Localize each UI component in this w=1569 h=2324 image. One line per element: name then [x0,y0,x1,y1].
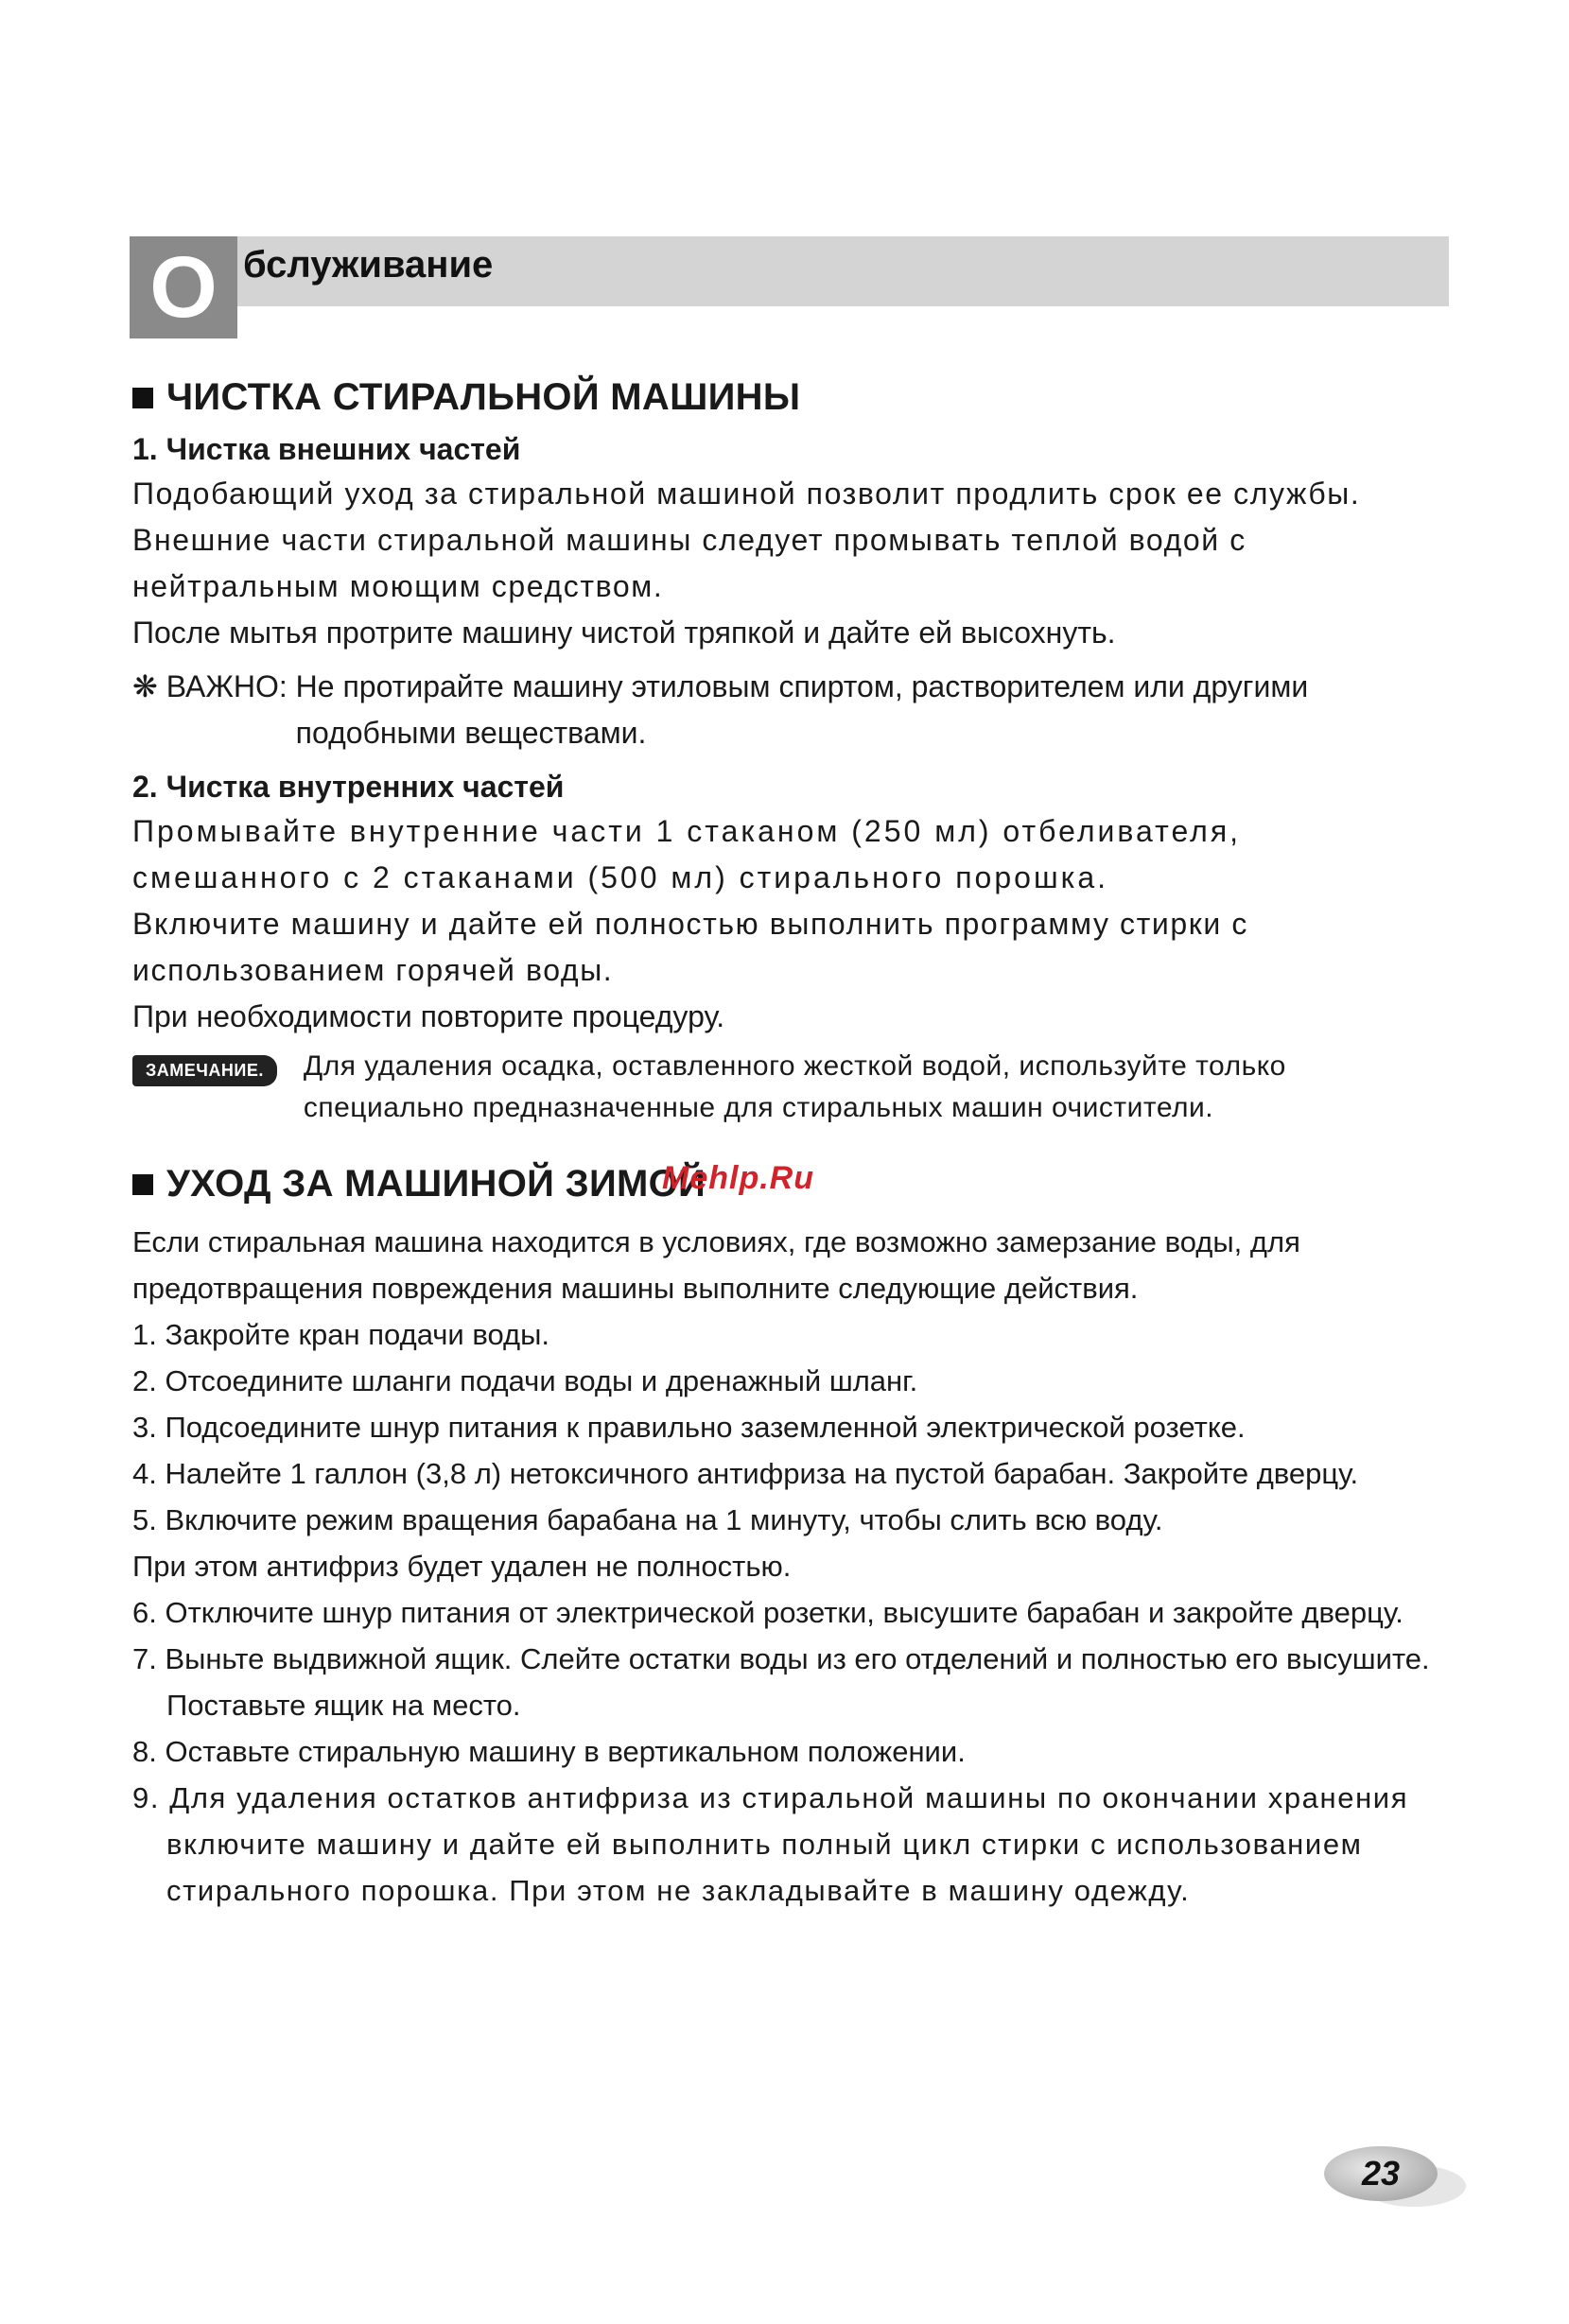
paragraph-interior-3: При необходимости повторите процедуру. [132,999,725,1033]
winter-intro: Если стиральная машина находится в условиях, где возможно замерзание воды, для предотвращения повреждения машины выполните следующие действия. [132,1225,1300,1305]
subheading-exterior: 1. Чистка внешних частей [132,432,521,466]
note-block [132,1046,1438,1129]
winter-section [132,1163,1438,1914]
paragraph-exterior-1: Подобающий уход за стиральной машиной позволит продлить срок ее службы. [132,477,1361,511]
square-bullet-icon [132,1174,153,1195]
winter-mid-note: При этом антифриз будет удален не полностью. [132,1550,792,1583]
section-heading-cleaning [132,376,1438,419]
list-item: 8. Оставьте стиральную машину в вертикальном положении. [132,1735,966,1768]
list-item: 6. Отключите шнур питания от электрической розетки, высушите барабан и закройте дверцу. [132,1596,1403,1629]
list-item: 7. Выньте выдвижной ящик. Слейте остатки воды из его отделений и полностью его высушите. Поставьте ящик на место. [132,1642,1430,1722]
page-title: бслуживание [243,244,494,286]
winter-steps-list [132,1311,1438,1543]
important-warning [132,664,1438,756]
important-label: ❋ ВАЖНО: [132,669,296,703]
important-text: Не протирайте машину этиловым спиртом, растворителем или другими подобными веществами. [295,669,1309,750]
paragraph-exterior-3: После мытья протрите машину чистой тряпкой и дайте ей высохнуть. [132,616,1116,650]
list-item: 4. Налейте 1 галлон (3,8 л) нетоксичного антифриза на пустой барабан. Закройте дверцу. [132,1457,1359,1490]
main-content [132,376,1438,1914]
paragraph-interior-2: Включите машину и дайте ей полностью выполнить программу стирки с использованием горячей воды. [132,907,1248,987]
paragraph-exterior-2: Внешние части стиральной машины следует промывать теплой водой с нейтральным моющим средством. [132,523,1246,603]
watermark: Mehlp.Ru [662,1160,814,1196]
paragraph-interior-1: Промывайте внутренние части 1 стаканом (250 мл) отбеливателя, смешанного с 2 стаканами (500 мл) стирального порошка. [132,814,1242,894]
section-heading-winter-text: УХОД ЗА МАШИНОЙ ЗИМОЙ [166,1163,706,1205]
list-item: 9. Для удаления остатков антифриза из стиральной машины по окончании хранения включите машину и дайте ей выполнить полный цикл стирки с использованием стирального порошка. При этом не закладывайте в машину одежду. [132,1781,1409,1907]
page-number: 23 [1324,2146,1438,2201]
square-bullet-icon [132,388,153,408]
note-text: Для удаления осадка, оставленного жесткой водой, используйте только специально предназначенные для стиральных машин очистители. [303,1050,1286,1123]
section-heading-cleaning-text: ЧИСТКА СТИРАЛЬНОЙ МАШИНЫ [166,376,801,418]
winter-steps-list-2 [132,1589,1438,1914]
list-item: 5. Включите режим вращения барабана на 1 минуту, чтобы слить всю воду. [132,1503,1163,1536]
note-badge: ЗАМЕЧАНИЕ. [132,1055,277,1086]
list-item: 1. Закройте кран подачи воды. [132,1318,550,1351]
subheading-interior: 2. Чистка внутренних частей [132,770,565,804]
header-initial-letter: О [130,236,237,338]
list-item: 2. Отсоедините шланги подачи воды и дренажный шланг. [132,1364,918,1397]
list-item: 3. Подсоедините шнур питания к правильно заземленной электрической розетке. [132,1411,1246,1444]
